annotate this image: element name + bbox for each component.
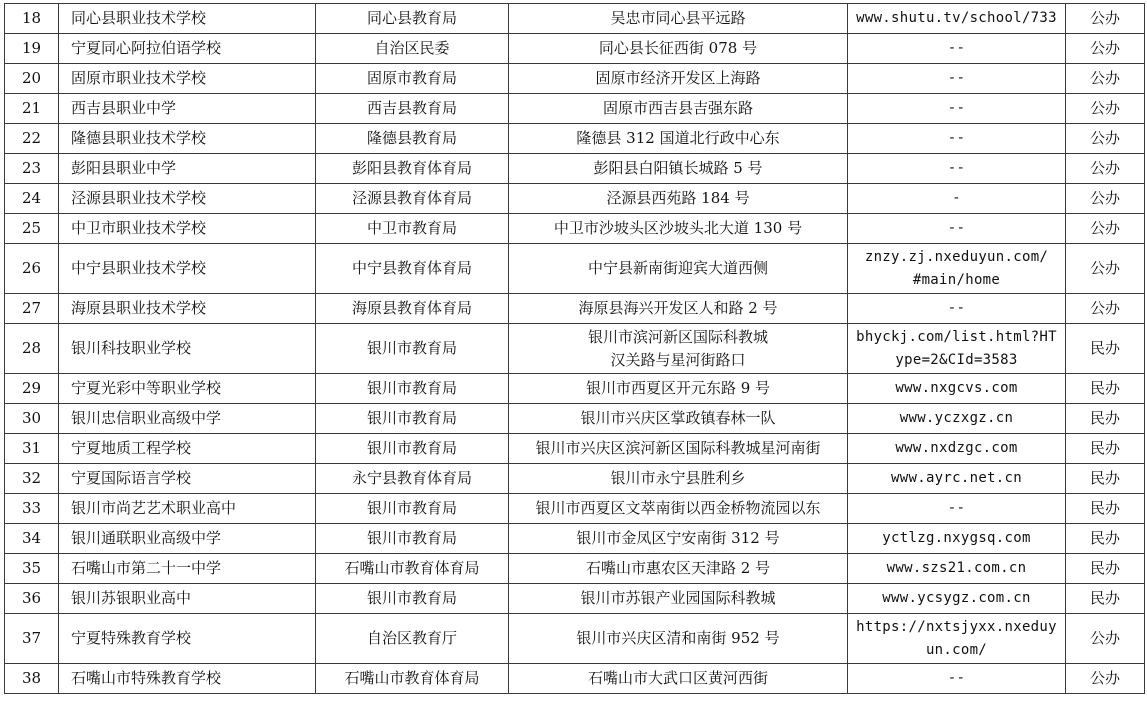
school-type-cell: 公办: [1066, 4, 1145, 34]
school-type-cell: 公办: [1066, 124, 1145, 154]
authority-cell: 银川市教育局: [316, 494, 509, 524]
row-number-cell: 34: [5, 524, 59, 554]
school-type-cell: 公办: [1066, 184, 1145, 214]
school-name-cell: 中卫市职业技术学校: [59, 214, 316, 244]
website-cell: --: [848, 294, 1066, 324]
row-number-cell: 38: [5, 664, 59, 694]
address-cell: 隆德县 312 国道北行政中心东: [509, 124, 848, 154]
address-cell: 银川市兴庆区滨河新区国际科教城星河南街: [509, 434, 848, 464]
authority-cell: 海原县教育体育局: [316, 294, 509, 324]
authority-cell: 石嘴山市教育体育局: [316, 664, 509, 694]
table-row: [5, 554, 1145, 584]
table-row: [5, 244, 1145, 294]
table-row: [5, 324, 1145, 374]
address-cell: 石嘴山市大武口区黄河西街: [509, 664, 848, 694]
row-number-cell: 37: [5, 614, 59, 664]
school-name-cell: 固原市职业技术学校: [59, 64, 316, 94]
school-type-cell: 公办: [1066, 64, 1145, 94]
address-cell: 银川市苏银产业园国际科教城: [509, 584, 848, 614]
address-cell: 银川市西夏区开元东路 9 号: [509, 374, 848, 404]
table-row: [5, 294, 1145, 324]
website-cell: yctlzg.nxygsq.com: [848, 524, 1066, 554]
table-row: [5, 614, 1145, 664]
authority-cell: 西吉县教育局: [316, 94, 509, 124]
school-name-cell: 石嘴山市特殊教育学校: [59, 664, 316, 694]
authority-cell: 隆德县教育局: [316, 124, 509, 154]
school-table-body: [5, 4, 1145, 694]
school-type-cell: 公办: [1066, 94, 1145, 124]
row-number-cell: 23: [5, 154, 59, 184]
school-name-cell: 海原县职业技术学校: [59, 294, 316, 324]
row-number-cell: 25: [5, 214, 59, 244]
authority-cell: 银川市教育局: [316, 434, 509, 464]
authority-cell: 中宁县教育体育局: [316, 244, 509, 294]
table-row: [5, 434, 1145, 464]
row-number-cell: 33: [5, 494, 59, 524]
school-type-cell: 民办: [1066, 554, 1145, 584]
school-table: [4, 3, 1145, 694]
school-name-cell: 泾源县职业技术学校: [59, 184, 316, 214]
table-row: [5, 494, 1145, 524]
website-cell: www.nxgcvs.com: [848, 374, 1066, 404]
authority-cell: 银川市教育局: [316, 324, 509, 374]
school-table-container: [4, 3, 1145, 694]
row-number-cell: 30: [5, 404, 59, 434]
website-cell: --: [848, 154, 1066, 184]
school-name-cell: 彭阳县职业中学: [59, 154, 316, 184]
school-type-cell: 公办: [1066, 34, 1145, 64]
website-cell: www.nxdzgc.com: [848, 434, 1066, 464]
table-row: [5, 94, 1145, 124]
website-cell: www.ycsygz.com.cn: [848, 584, 1066, 614]
address-cell: 石嘴山市惠农区天津路 2 号: [509, 554, 848, 584]
row-number-cell: 21: [5, 94, 59, 124]
authority-cell: 石嘴山市教育体育局: [316, 554, 509, 584]
row-number-cell: 31: [5, 434, 59, 464]
school-name-cell: 西吉县职业中学: [59, 94, 316, 124]
authority-cell: 彭阳县教育体育局: [316, 154, 509, 184]
school-type-cell: 公办: [1066, 154, 1145, 184]
website-cell: -: [848, 184, 1066, 214]
table-row: [5, 464, 1145, 494]
row-number-cell: 28: [5, 324, 59, 374]
school-type-cell: 民办: [1066, 494, 1145, 524]
website-cell: znzy.zj.nxeduyun.com/ #main/home: [848, 244, 1066, 294]
table-row: [5, 374, 1145, 404]
school-type-cell: 公办: [1066, 244, 1145, 294]
school-type-cell: 民办: [1066, 324, 1145, 374]
school-name-cell: 银川通联职业高级中学: [59, 524, 316, 554]
school-name-cell: 银川苏银职业高中: [59, 584, 316, 614]
table-row: [5, 664, 1145, 694]
row-number-cell: 19: [5, 34, 59, 64]
address-cell: 固原市西吉县吉强东路: [509, 94, 848, 124]
address-cell: 中卫市沙坡头区沙坡头北大道 130 号: [509, 214, 848, 244]
table-row: [5, 34, 1145, 64]
table-row: [5, 154, 1145, 184]
school-name-cell: 宁夏地质工程学校: [59, 434, 316, 464]
website-cell: --: [848, 214, 1066, 244]
address-cell: 同心县长征西街 078 号: [509, 34, 848, 64]
table-row: [5, 64, 1145, 94]
school-type-cell: 公办: [1066, 614, 1145, 664]
row-number-cell: 22: [5, 124, 59, 154]
school-type-cell: 民办: [1066, 404, 1145, 434]
authority-cell: 泾源县教育体育局: [316, 184, 509, 214]
school-type-cell: 民办: [1066, 464, 1145, 494]
school-type-cell: 公办: [1066, 664, 1145, 694]
row-number-cell: 32: [5, 464, 59, 494]
authority-cell: 永宁县教育体育局: [316, 464, 509, 494]
website-cell: --: [848, 64, 1066, 94]
school-name-cell: 宁夏同心阿拉伯语学校: [59, 34, 316, 64]
authority-cell: 自治区教育厅: [316, 614, 509, 664]
address-cell: 银川市兴庆区掌政镇春林一队: [509, 404, 848, 434]
table-row: [5, 4, 1145, 34]
table-row: [5, 214, 1145, 244]
authority-cell: 银川市教育局: [316, 374, 509, 404]
website-cell: https://nxtsjyxx.nxeduy un.com/: [848, 614, 1066, 664]
row-number-cell: 20: [5, 64, 59, 94]
website-cell: www.yczxgz.cn: [848, 404, 1066, 434]
school-name-cell: 宁夏国际语言学校: [59, 464, 316, 494]
school-name-cell: 石嘴山市第二十一中学: [59, 554, 316, 584]
authority-cell: 中卫市教育局: [316, 214, 509, 244]
website-cell: --: [848, 664, 1066, 694]
address-cell: 银川市西夏区文萃南街以西金桥物流园以东: [509, 494, 848, 524]
table-row: [5, 404, 1145, 434]
row-number-cell: 35: [5, 554, 59, 584]
school-name-cell: 银川科技职业学校: [59, 324, 316, 374]
table-row: [5, 184, 1145, 214]
row-number-cell: 36: [5, 584, 59, 614]
website-cell: --: [848, 124, 1066, 154]
school-name-cell: 中宁县职业技术学校: [59, 244, 316, 294]
authority-cell: 同心县教育局: [316, 4, 509, 34]
row-number-cell: 24: [5, 184, 59, 214]
school-name-cell: 宁夏特殊教育学校: [59, 614, 316, 664]
website-cell: --: [848, 494, 1066, 524]
school-type-cell: 公办: [1066, 294, 1145, 324]
school-name-cell: 银川忠信职业高级中学: [59, 404, 316, 434]
website-cell: www.ayrc.net.cn: [848, 464, 1066, 494]
address-cell: 银川市滨河新区国际科教城 汉关路与星河街路口: [509, 324, 848, 374]
authority-cell: 自治区民委: [316, 34, 509, 64]
address-cell: 吴忠市同心县平远路: [509, 4, 848, 34]
row-number-cell: 18: [5, 4, 59, 34]
address-cell: 彭阳县白阳镇长城路 5 号: [509, 154, 848, 184]
school-name-cell: 银川市尚艺艺术职业高中: [59, 494, 316, 524]
website-cell: www.shutu.tv/school/733: [848, 4, 1066, 34]
website-cell: www.szs21.com.cn: [848, 554, 1066, 584]
school-name-cell: 宁夏光彩中等职业学校: [59, 374, 316, 404]
address-cell: 银川市金凤区宁安南街 312 号: [509, 524, 848, 554]
school-name-cell: 隆德县职业技术学校: [59, 124, 316, 154]
website-cell: bhyckj.com/list.html?HT ype=2&CId=3583: [848, 324, 1066, 374]
address-cell: 海原县海兴开发区人和路 2 号: [509, 294, 848, 324]
address-cell: 银川市永宁县胜利乡: [509, 464, 848, 494]
school-type-cell: 公办: [1066, 214, 1145, 244]
address-cell: 中宁县新南街迎宾大道西侧: [509, 244, 848, 294]
row-number-cell: 26: [5, 244, 59, 294]
address-cell: 泾源县西苑路 184 号: [509, 184, 848, 214]
website-cell: --: [848, 94, 1066, 124]
table-row: [5, 584, 1145, 614]
authority-cell: 银川市教育局: [316, 584, 509, 614]
table-row: [5, 124, 1145, 154]
website-cell: --: [848, 34, 1066, 64]
table-row: [5, 524, 1145, 554]
authority-cell: 银川市教育局: [316, 404, 509, 434]
school-type-cell: 民办: [1066, 524, 1145, 554]
address-cell: 固原市经济开发区上海路: [509, 64, 848, 94]
row-number-cell: 29: [5, 374, 59, 404]
address-cell: 银川市兴庆区清和南街 952 号: [509, 614, 848, 664]
authority-cell: 固原市教育局: [316, 64, 509, 94]
school-type-cell: 民办: [1066, 374, 1145, 404]
school-type-cell: 民办: [1066, 434, 1145, 464]
row-number-cell: 27: [5, 294, 59, 324]
school-name-cell: 同心县职业技术学校: [59, 4, 316, 34]
school-type-cell: 民办: [1066, 584, 1145, 614]
authority-cell: 银川市教育局: [316, 524, 509, 554]
